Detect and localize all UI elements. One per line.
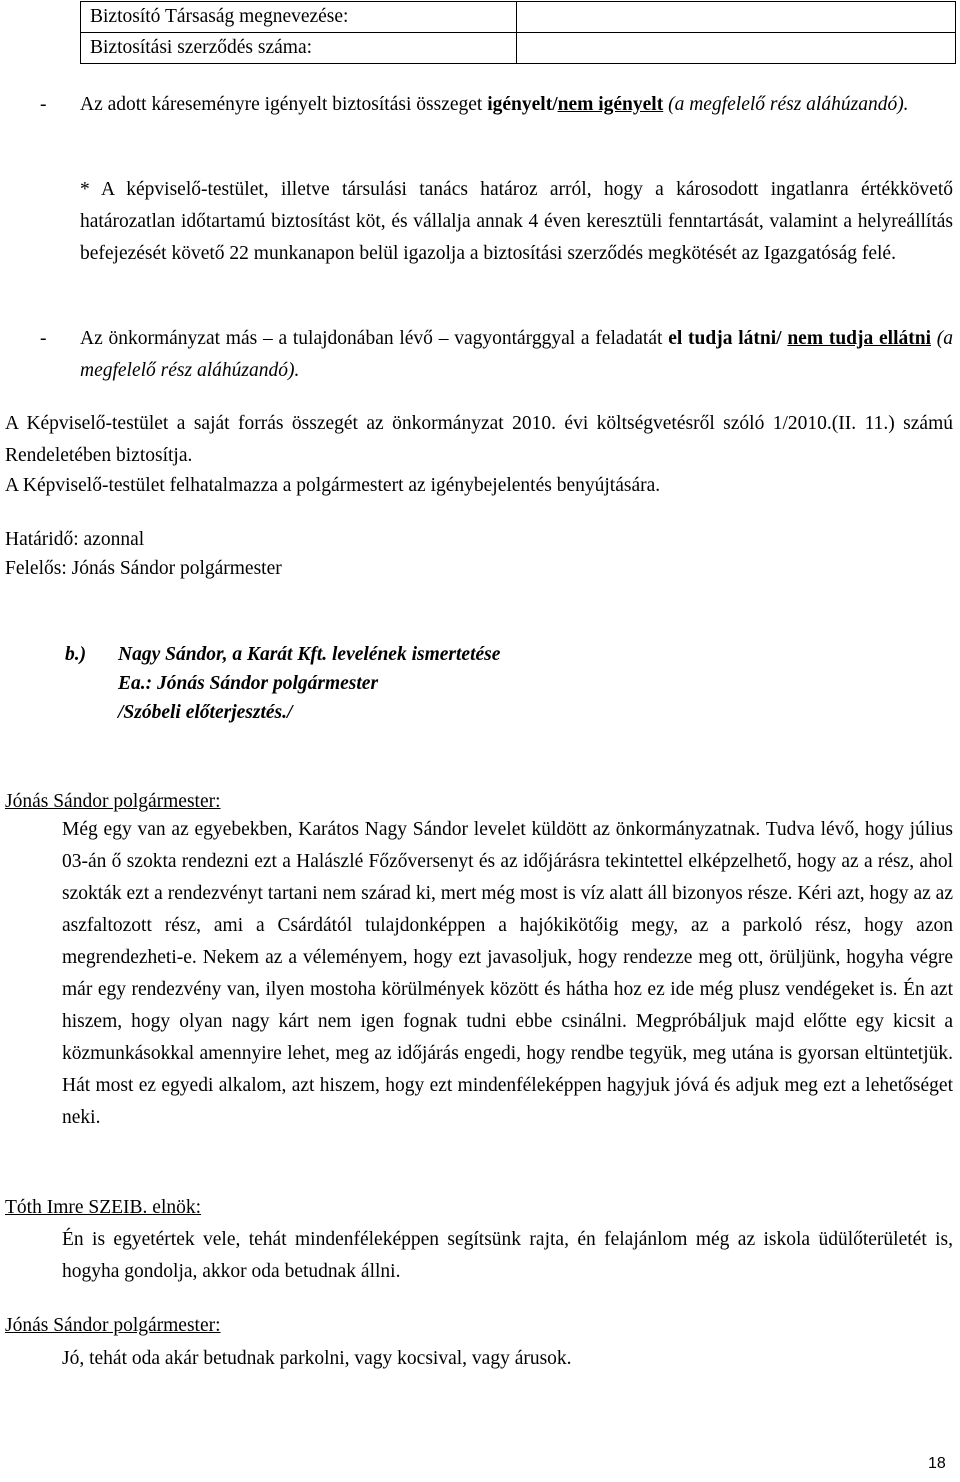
speech-text: Jó, tehát oda akár betudnak parkolni, vagy kocsival, vagy árusok. — [62, 1348, 572, 1369]
agenda-note: /Szóbeli előterjesztés./ — [118, 702, 293, 723]
list-dash: - — [40, 94, 47, 115]
insurance-resolution-paragraph: * A képviselő-testület, illetve társulási tanács határoz arról, hogy a károsodott ingatlanra értékkövető határozatlan időtartamú biztosítást köt, és vállalja annak 4 éven keresztüli fenntartását, valamint a helyreállítás befejezését követő 22 munkanapon belül igazolja a biztosítási szerződés megkötését az Igazgatóság felé. — [80, 179, 953, 264]
agenda-presenter: Ea.: Jónás Sándor polgármester — [118, 673, 379, 694]
agenda-number: b.) — [65, 644, 87, 665]
claim-option-separator: / — [552, 94, 558, 115]
insurer-name-value — [517, 2, 956, 33]
contract-number-label: Biztosítási szerződés száma: — [81, 33, 517, 64]
page-number: 18 — [928, 1455, 946, 1472]
speaker-name: Tóth Imre SZEIB. elnök: — [5, 1197, 202, 1218]
responsible-person: Felelős: Jónás Sándor polgármester — [5, 558, 282, 579]
agenda-title: Nagy Sándor, a Karát Kft. levelének ismertetése — [118, 644, 501, 665]
claim-text: Az adott káreseményre igényelt biztosítási összeget — [80, 94, 483, 115]
speech-text: Én is egyetértek vele, tehát mindenféleképpen segítsünk rajta, én felajánlom még az iskola üdülőterületét is, hogyha gondolja, akkor oda betudnak állni. — [62, 1229, 953, 1282]
claim-option-claimed: igényelt — [487, 94, 553, 115]
contract-number-value — [517, 33, 956, 64]
table-row — [81, 2, 956, 33]
claim-note: (a megfelelő rész aláhúzandó). — [668, 94, 909, 115]
municipality-note: (a megfelelő rész aláhúzandó). — [80, 328, 954, 381]
insurance-table — [80, 1, 956, 64]
municipality-option-cannot: nem tudja ellátni — [787, 328, 932, 349]
list-dash: - — [40, 328, 47, 349]
municipality-option-can: el tudja látni/ — [668, 328, 782, 349]
speaker-name: Jónás Sándor polgármester: — [5, 1315, 221, 1336]
speech-text: Még egy van az egyebekben, Karátos Nagy Sándor levelet küldött az önkormányzatnak. Tudva lévő, hogy július 03-án ő szokta rendezni ezt a Halászlé Főzőversenyt és az időjárásra tekintettel elképzelhető, hogy az a rész, ahol szokták ezt a rendezvényt tartani nem szárad ki, mert még most is víz alatt áll bizonyos része. Kéri azt, hogy az az aszfaltozott rész, ami a Csárdától tulajdonképpen a hajókikötőig megy, az a parkoló rész, hogy azon megrendezheti-e. Nekem az a véleményem, hogy ezt javasoljuk, hogy rendezze meg ott, örüljünk, hogyha végre már egy rendezvény van, ilyen mostoha körülmények között és hátha hoz ez ide még plusz vendégeket is. Én azt hiszem, hogy olyan nagy kárt nem igen fognak tudni ebbe csinálni. Megpróbáljuk majd előtte egy kicsit a közmunkásokkal amennyire lehet, meg az időjárás engedi, hogy rendbe tegyük, meg utána is gyorsan eltüntetjük. Hát most ez egyedi alkalom, azt hiszem, hogy ezt mindenféleképpen hagyjuk jóvá és adjuk meg ezt a lehetőséget neki. — [62, 819, 953, 1128]
municipality-text: Az önkormányzat más – a tulajdonában lévő – vagyontárggyal a feladatát — [80, 328, 663, 349]
deadline: Határidő: azonnal — [5, 529, 145, 550]
insurance-claim-item — [80, 89, 953, 121]
budget-paragraph: A Képviselő-testület a saját forrás összegét az önkormányzat 2010. évi költségvetésről szóló 1/2010.(II. 11.) számú Rendeletében biztosítja. — [5, 413, 953, 466]
claim-option-not-claimed: nem igényelt — [557, 94, 664, 115]
municipality-item — [80, 323, 953, 387]
insurer-name-label: Biztosító Társaság megnevezése: — [81, 2, 517, 33]
table-row — [81, 33, 956, 64]
authorization-paragraph: A Képviselő-testület felhatalmazza a polgármestert az igénybejelentés benyújtására. — [5, 475, 661, 496]
speaker-name: Jónás Sándor polgármester: — [5, 791, 221, 812]
